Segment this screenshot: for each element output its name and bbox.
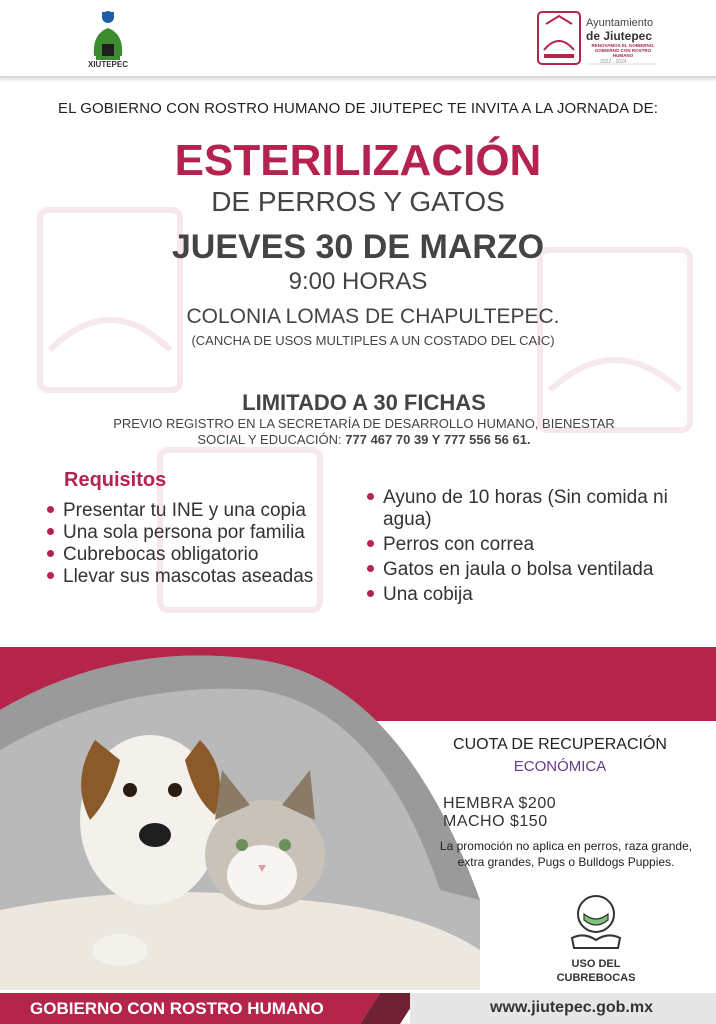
event-time: 9:00 HORAS (288, 268, 428, 295)
price-female: HEMBRA $200 (443, 795, 557, 812)
mask-label (536, 957, 656, 985)
ayuntamiento-city: de Jiutepec (586, 29, 653, 43)
limited-fichas: LIMITADO A 30 FICHAS (242, 390, 486, 415)
event-date: JUEVES 30 DE MARZO (171, 228, 545, 266)
cuota-title: CUOTA DE RECUPERACIÓN (453, 736, 667, 753)
list-item: Presentar tu INE y una copia (47, 500, 367, 522)
list-item: Una cobija (367, 584, 697, 606)
mask-label-line2: CUBREBOCAS (556, 972, 636, 984)
list-item: Cubrebocas obligatorio (47, 544, 367, 566)
mask-label-line1: USO DEL (571, 958, 621, 970)
promo-note: La promoción no aplica en perros, raza grande, extra grandes, Pugs o Bulldogs Puppies. (439, 839, 693, 869)
dog-and-cat-photo (0, 650, 500, 990)
intro-text: EL GOBIERNO CON ROSTRO HUMANO DE JIUTEPEC TE INVITA A LA JORNADA DE: (58, 100, 658, 117)
list-item: Perros con correa (367, 534, 697, 556)
event-place: COLONIA LOMAS DE CHAPULTEPEC. (186, 305, 560, 328)
ayuntamiento-title: Ayuntamiento (586, 17, 654, 29)
requirements-title: Requisitos (64, 469, 167, 491)
list-item: Ayuno de 10 horas (Sin comida ni agua) (367, 487, 697, 531)
event-place-note: (CANCHA DE USOS MULTIPLES A UN COSTADO DEL CAIC) (191, 333, 555, 348)
list-item: Llevar sus mascotas aseadas (47, 566, 367, 588)
list-item: Una sola persona por familia (47, 522, 367, 544)
price-male: MACHO $150 (443, 813, 548, 830)
event-title: ESTERILIZACIÓN (174, 136, 542, 185)
registration-line2: SOCIAL Y EDUCACIÓN: (197, 432, 346, 447)
ayuntamiento-slogan: RENOVAMOS EL GOBIERNO, GOBIERNO CON ROSTRO HUMANO (591, 43, 655, 58)
ayuntamiento-years: 2022 · 2024 (600, 59, 627, 65)
registration-phones: 777 467 70 39 Y 777 556 56 61. (345, 432, 531, 447)
requirements-left-list (47, 500, 367, 588)
face-mask-icon (566, 890, 626, 952)
registration-line1: PREVIO REGISTRO EN LA SECRETARÍA DE DESARROLLO HUMANO, BIENESTAR (113, 416, 615, 431)
event-subtitle: DE PERROS Y GATOS (211, 186, 505, 217)
xiutepec-label: XIUTEPEC (87, 60, 128, 69)
cuota-subtitle: ECONÓMICA (513, 758, 607, 775)
footer-url-link[interactable]: www.jiutepec.gob.mx (490, 999, 653, 1016)
footer-slogan: GOBIERNO CON ROSTRO HUMANO (30, 999, 324, 1018)
registration-info (70, 416, 658, 448)
list-item: Gatos en jaula o bolsa ventilada (367, 559, 697, 581)
requirements-right-list (367, 487, 697, 609)
